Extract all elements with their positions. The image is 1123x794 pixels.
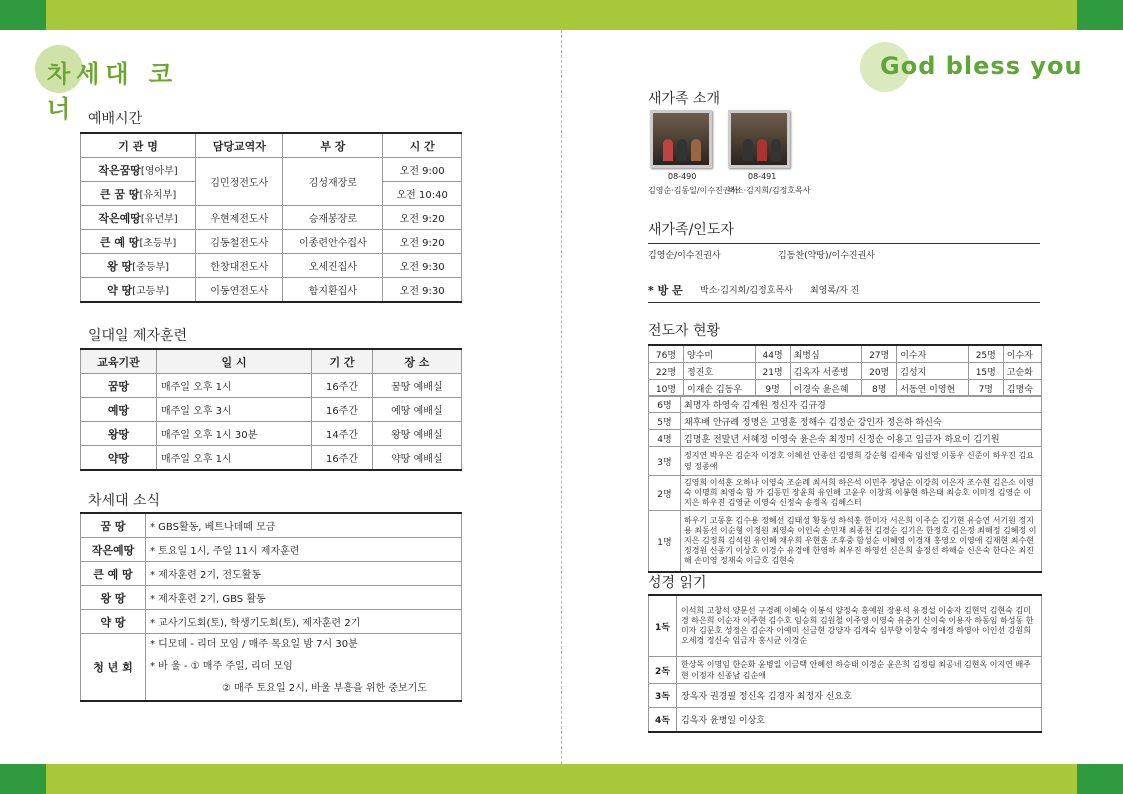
worship-title: 예배시간 (88, 111, 143, 127)
table-row: 작은예땅 * 토요일 1시, 주일 11시 제자훈련 (81, 538, 462, 562)
evangelism-top-table (648, 344, 1042, 397)
page-fold (561, 30, 562, 764)
left-logo-text: 차세대 코너 (47, 60, 179, 123)
table-row: 1독 이석희 고창석 양문선 구경례 이혜숙 이봉석 양정숙 홍예원 장용석 유경섭 이숭자 김현덕 김현숙 김미경 하은희 이순자 이주현 김수호 임승희 김원철 이주영 이영숙 유춘기 신이숙 이용자 하동임 하성동 한미자 김문호 성정은 김순자 이예미 신금현 강양자 김계숙 심부향 이창숙 정애경 하영아 이인선 강원희 오세경 정신숙 임금자 홍시균 이경순 (649, 595, 1042, 657)
col-header: 장 소 (372, 349, 461, 374)
table-row: 3독 장옥자 권경필 정신옥 김경자 최정자 신요호 (649, 684, 1042, 708)
col-header: 담당교역자 (196, 133, 283, 158)
training-title: 일대일 제자훈련 (88, 328, 188, 344)
youth-line: * 바 울 - ① 매주 주일, 리더 모임 (150, 661, 293, 672)
bottom-band (0, 764, 1123, 794)
divider (648, 243, 1040, 244)
table-row: 청 년 회 * 디모데 - 리더 모임 / 매주 목요일 밤 7시 30분 * 바 울 - ① 매주 주일, 리더 모임 ② 매주 토요일 2시, 바울 부흥을 위한 중보기도 (81, 634, 462, 702)
guide-entry: 김동찬(약땅)/이수진권사 (778, 251, 875, 261)
col-header: 기 간 (312, 349, 373, 374)
right-logo (860, 42, 1100, 92)
visit-label: * 방 문 (648, 284, 683, 297)
table-row: 왕 땅 * 제자훈련 2기, GBS 활동 (81, 586, 462, 610)
top-band (0, 0, 1123, 30)
table-row: 2독 한상목 이명임 한순화 윤병일 이금택 안혜선 하승태 이경순 윤은희 김정림 최공네 김현옥 이지연 배주현 이정자 신종남 김순애 (649, 657, 1042, 684)
table-row: 4명 김명훈 전말년 서혜정 이영숙 윤은숙 최정미 신정순 이용고 임금자 하요이 김기원 (649, 430, 1042, 447)
top-band-right-block (1077, 0, 1123, 30)
table-row: 작은꿈땅[영아부] 김민정전도사 김성재장로 오전 9:00 (81, 158, 462, 182)
divider (648, 302, 1040, 303)
visit-entry: 최영록/자 진 (810, 286, 860, 296)
family-title: 새가족 소개 (648, 91, 721, 107)
table-row: 2명 김영희 이석훈 오하나 이영숙 조순례 최서희 하은석 이민주 정남순 이강희 이은자 조수현 김은소 이영숙 이명희 최영숙 함 가 김동민 장윤희 유인해 고윤우 이창희 이봉현 하은태 최승호 이미정 김영순 이지은 하우진 김영균 이영숙 신정숙 송정옥 김혜스터 (649, 476, 1042, 511)
table-row: 5명 채후배 안규례 정명은 고영훈 정해수 김정순 강인자 정은하 하신숙 (649, 413, 1042, 430)
table-row: 22명 정진호 21명 김옥자 서종벙 20명 김성지 15명 고순화 (649, 363, 1042, 380)
family-photo-1 (650, 110, 712, 168)
table-row: 왕땅 매주일 오후 1시 30분 14주간 왕땅 예배실 (81, 422, 462, 446)
table-row: 1명 하우기 고동훈 김수용 정혜선 김태성 황동성 하석홍 한미자 서은희 이주순 김기현 유승연 서기원 정지용 최동선 이순형 이정원 최영숙 이인숙 손민재 최종천 김경순 김기은 한정호 김은정 최해정 김혜정 이지은 김정희 김석원 유인혜 채우희 우현훈 조후중 함성순 이혜영 이경재 홍영오 이영애 김재현 최수현 정경원 신종기 이상호 이경수 유경애 한영하 최우진 하영선 신은희 송정선 하해승 신은숙 한다은 최진해 손미영 정재숙 이금호 김현숙 (649, 511, 1042, 573)
youth-line: * 디모데 - 리더 모임 / 매주 목요일 밤 7시 30분 (150, 639, 358, 650)
table-row: 작은예땅[유년부] 우현제전도사 승재봉장로 오전 9:20 (81, 206, 462, 230)
bible-table (648, 594, 1042, 733)
bible-title: 성경 읽기 (648, 575, 707, 591)
training-table (80, 348, 462, 471)
col-header: 기 관 명 (81, 133, 196, 158)
right-logo-text: God bless you (880, 52, 1083, 80)
table-row: 4독 김옥자 윤병일 이상호 (649, 708, 1042, 733)
bottom-band-right-block (1077, 764, 1123, 794)
col-header: 일 시 (156, 349, 311, 374)
table-row: 3명 정지연 박우은 김순자 이경호 이혜선 안종선 김영희 강순형 김세숙 임선영 이동우 신준이 하우진 김요영 정종애 (649, 447, 1042, 476)
bottom-band-left-block (0, 764, 46, 794)
table-row: 예땅 매주일 오후 3시 16주간 예땅 예배실 (81, 398, 462, 422)
visit-entry: 박소·김지희/김정호목사 (700, 286, 793, 296)
table-row: 큰 예 땅[초등부] 김동철전도사 이종련안수집사 오전 9:20 (81, 230, 462, 254)
table-row: 큰 예 땅 * 제자훈련 2기, 전도활동 (81, 562, 462, 586)
photo-id: 08-490 (668, 172, 697, 181)
table-row: 약 땅[고등부] 이동연전도사 함지환집사 오전 9:30 (81, 278, 462, 303)
col-header: 시 간 (383, 133, 462, 158)
guides-title: 새가족/인도자 (648, 222, 734, 238)
table-row: 꿈 땅 * GBS활동, 베트나데떼 모금 (81, 513, 462, 538)
table-row: 10명 이재순 김동우 9명 이경숙 윤은혜 8명 서동연 이영현 7명 김명숙 (649, 380, 1042, 397)
table-row: 꿈땅 매주일 오후 1시 16주간 꿈땅 예배실 (81, 374, 462, 398)
col-header: 교육기관 (81, 349, 157, 374)
evangelism-title: 전도자 현황 (648, 323, 721, 339)
youth-line: ② 매주 토요일 2시, 바울 부흥을 위한 중보기도 (222, 683, 427, 694)
family-photo-2 (728, 110, 790, 168)
photo-caption: 김영순·김동일/이수진권사 (648, 186, 739, 195)
table-row: 약 땅 * 교사기도회(토), 학생기도회(토), 제자훈련 2기 (81, 610, 462, 634)
table-row: 6명 최명자 하영숙 김계원 정신자 김규경 (649, 396, 1042, 413)
photo-id: 08-491 (748, 172, 777, 181)
guide-entry: 김영순/이수진권사 (648, 251, 721, 261)
evangelism-table (648, 395, 1042, 573)
table-row: 왕 땅[중등부] 한창대전도사 오세진집사 오전 9:30 (81, 254, 462, 278)
col-header: 부 장 (283, 133, 383, 158)
table-row: 큰 꿈 땅[유치부] 오전 10:40 (81, 182, 462, 206)
news-table (80, 512, 462, 702)
top-band-left-block (0, 0, 46, 30)
table-row: 약땅 매주일 오후 1시 16주간 약땅 예배실 (81, 446, 462, 471)
news-title: 차세대 소식 (88, 493, 161, 509)
photo-caption: 박소·김지희/김정호목사 (728, 186, 811, 195)
table-row: 76명 양수미 44명 최병심 27명 이수자 25명 이수자 (649, 345, 1042, 363)
worship-table (80, 132, 462, 303)
